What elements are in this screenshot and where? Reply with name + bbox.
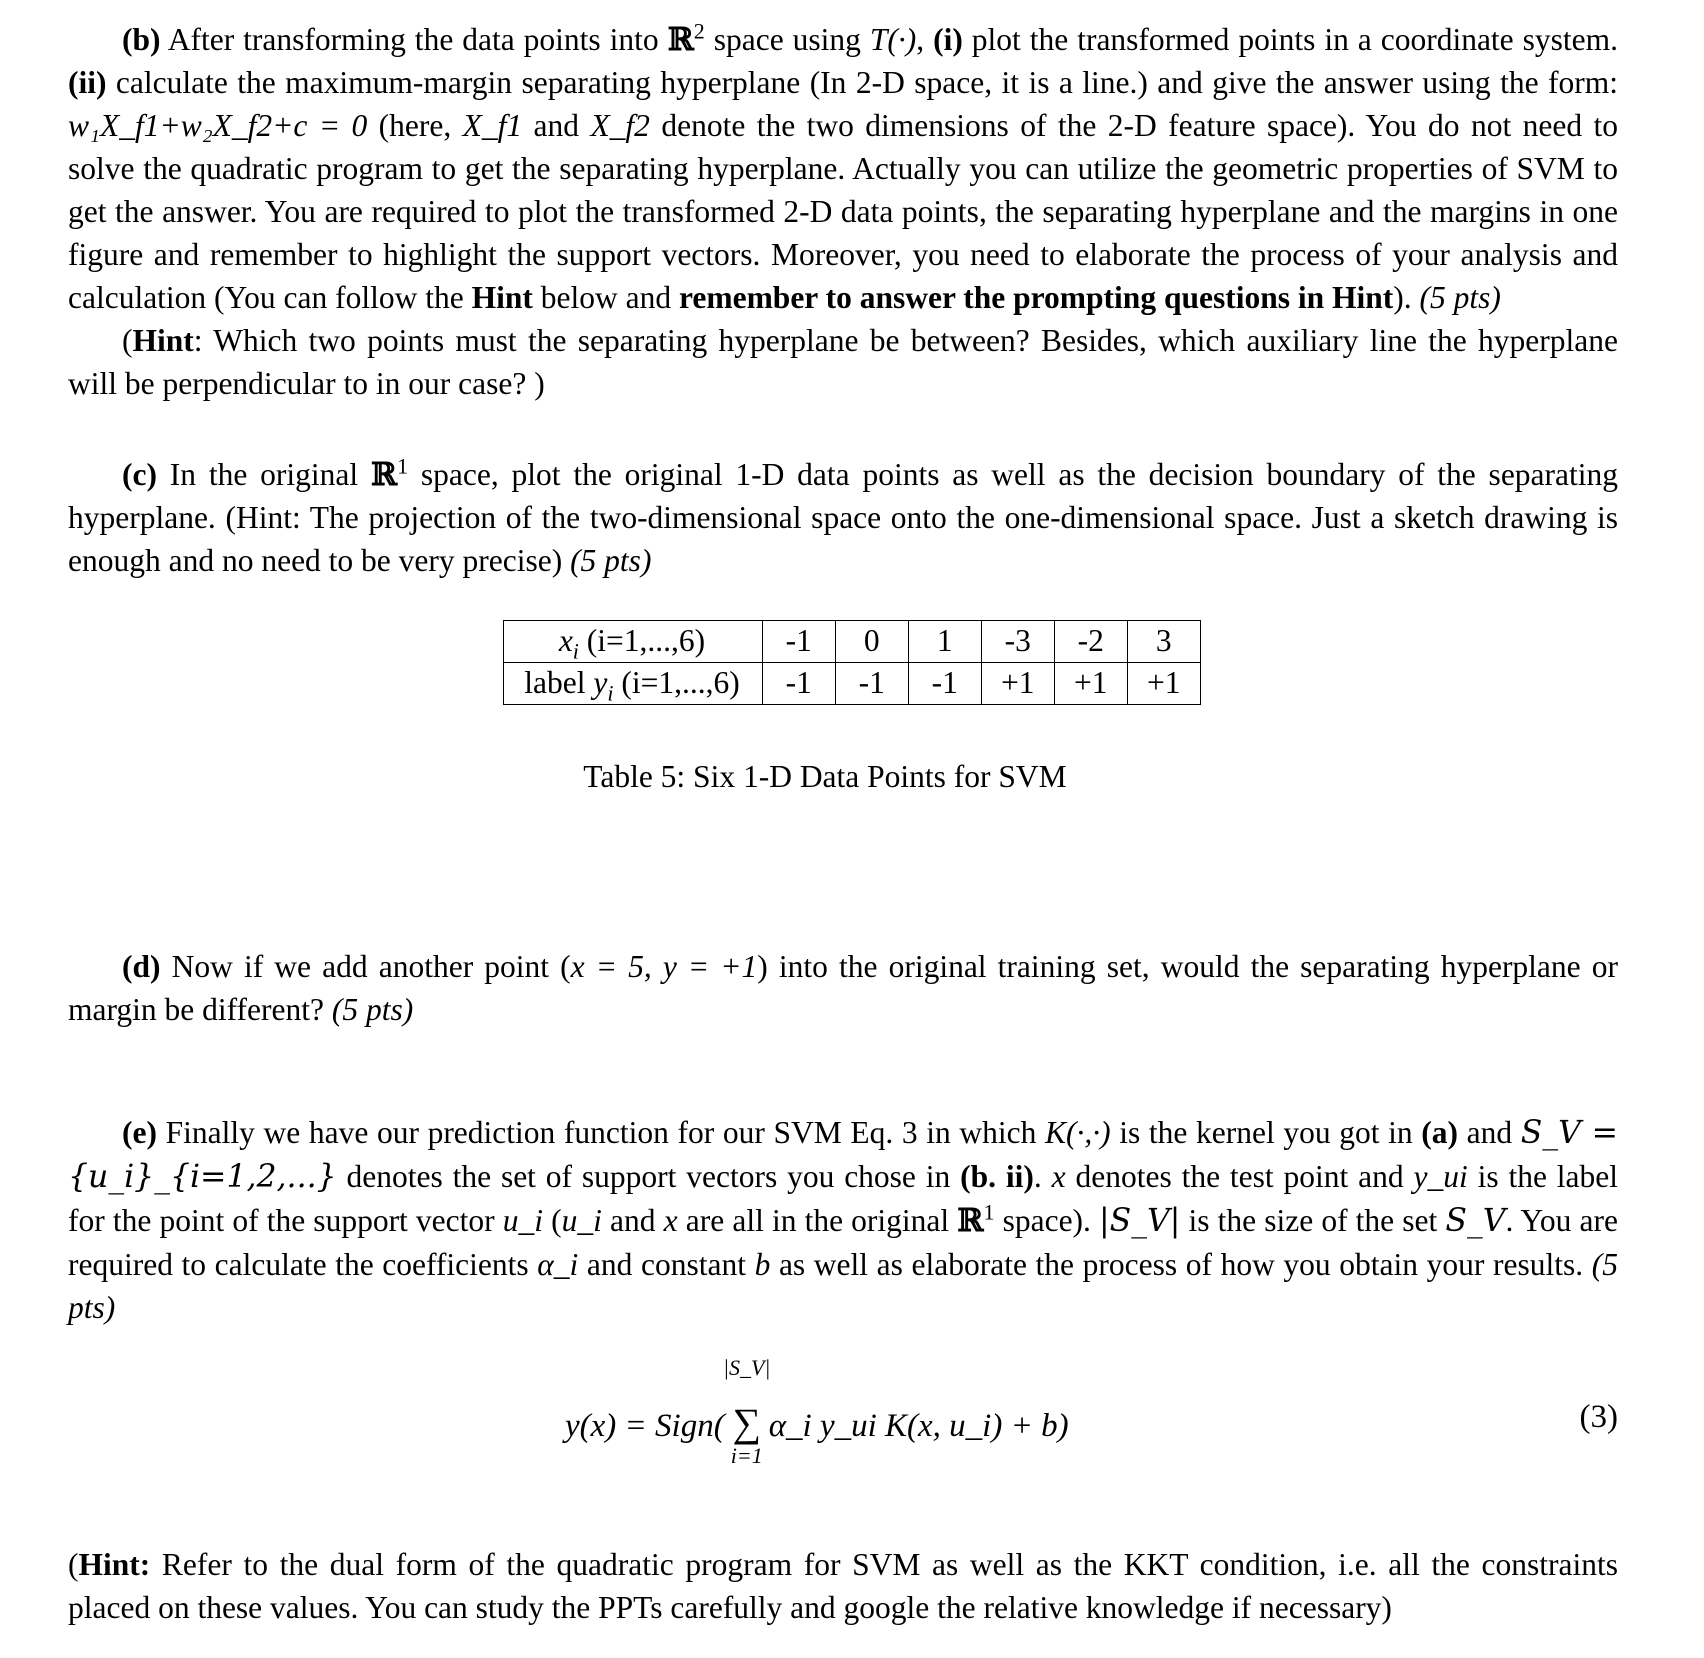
row-header-y: label $y_i$ (i=1,...,6)	[504, 663, 762, 705]
part-e-paragraph: (e) Finally we have our prediction function for our SVM Eq. 3 in which K(·,·) is the kernel you got in (a) and S_V = {u_i}_{i=1,2,...} denotes the set of support vectors you chose in (b. ii). x denotes the test point and y_ui is the label for the point of the support vector u_i (u_i and x are all in the original ℝ$^1$ space). |S_V| is the size of the set S_V. You are required to calculate the coefficients α_i and constant b as well as elaborate the process of how you obtain your results. (5 pts)	[68, 1115, 1619, 1325]
sum-lower-limit: i=1	[730, 1443, 763, 1468]
sigma-icon: ∑	[732, 1400, 761, 1445]
summation	[722, 1355, 771, 1468]
table-cell: 3	[1127, 621, 1200, 663]
part-e-points: (5 pts)	[68, 1247, 1618, 1325]
hyperplane-form: w₁X_f1+w₂X_f2+c = 0	[68, 108, 368, 143]
table-cell: -3	[981, 621, 1054, 663]
part-b-paragraph: (b) After transforming the data points into ℝ$^2$ space using T(·), (i) plot the transformed points in a coordinate system. (ii) calculate the maximum-margin separating hyperplane (In 2-D space, it is a line.) and give the answer using the form: w₁X_f1+w₂X_f2+c = 0 (here, X_f1 and X_f2 denote the two dimensions of the 2-D feature space). You do not need to solve the quadratic program to get the separating hyperplane. Actually you can utilize the geometric properties of SVM to get the answer. You are required to plot the transformed 2-D data points, the separating hyperplane and the margins in one figure and remember to highlight the support vectors. Moreover, you need to elaborate the process of your analysis and calculation (You can follow the Hint below and remember to answer the prompting questions in Hint). (5 pts)	[68, 18, 1618, 315]
equation-number: (3)	[1579, 1399, 1618, 1435]
part-b-points: (5 pts)	[1419, 280, 1501, 315]
sum-upper-limit: |S_V|	[722, 1355, 771, 1380]
table-cell: -1	[762, 621, 835, 663]
table-cell: +1	[1054, 663, 1127, 705]
table-cell: -1	[762, 663, 835, 705]
part-d-points: (5 pts)	[331, 992, 414, 1027]
part-e-label: (e)	[122, 1115, 157, 1150]
part-c-label: (c)	[122, 457, 157, 492]
equation-body: y(x) = Sign( |S_V| ∑ i=1 α_i y_ui K(x, u_i) + b)	[565, 1355, 1069, 1468]
support-vector-set: S_V = {u_i}_{i=1,2,...}	[68, 1115, 1619, 1195]
table-row-x	[504, 621, 1200, 663]
data-table-wrapper	[68, 620, 1618, 705]
part-b-label: (b)	[122, 22, 161, 57]
transform-function: T(·)	[869, 22, 917, 57]
table-caption: Table 5: Six 1-D Data Points for SVM	[583, 759, 1067, 794]
table-cell: 1	[908, 621, 981, 663]
data-points-table	[503, 620, 1200, 705]
part-d-label: (d)	[122, 949, 161, 984]
table-cell: 0	[835, 621, 908, 663]
part-d-paragraph: (d) Now if we add another point (x = 5, y = +1) into the original training set, would the separating hyperplane or margin be different? (5 pts)	[68, 949, 1618, 1027]
table-cell: -2	[1054, 621, 1127, 663]
part-c-paragraph: (c) In the original ℝ$^1$ space, plot the original 1-D data points as well as the decision boundary of the separating hyperplane. (Hint: The projection of the two-dimensional space onto the one-dimensional space. Just a sketch drawing is enough and no need to be very precise) (5 pts)	[68, 453, 1619, 578]
prediction-equation	[68, 1355, 1618, 1499]
row-header-x: $x_i$ (i=1,...,6)	[504, 621, 762, 663]
table-cell: -1	[835, 663, 908, 705]
table-cell: -1	[908, 663, 981, 705]
problem-page	[68, 18, 1618, 1629]
part-c-points: (5 pts)	[570, 543, 652, 578]
table-row-y	[504, 663, 1200, 705]
part-b-hint: (Hint: Which two points must the separating hyperplane be between? Besides, which auxiliary line the hyperplane will be perpendicular to in our case? )	[68, 323, 1618, 401]
table-cell: +1	[981, 663, 1054, 705]
table-cell: +1	[1127, 663, 1200, 705]
final-hint: (Hint: Refer to the dual form of the quadratic program for SVM as well as the KKT condition, i.e. all the constraints placed on these values. You can study the PPTs carefully and google the relative knowledge if necessary)	[68, 1547, 1618, 1625]
new-point: x = 5, y = +1	[570, 949, 758, 984]
